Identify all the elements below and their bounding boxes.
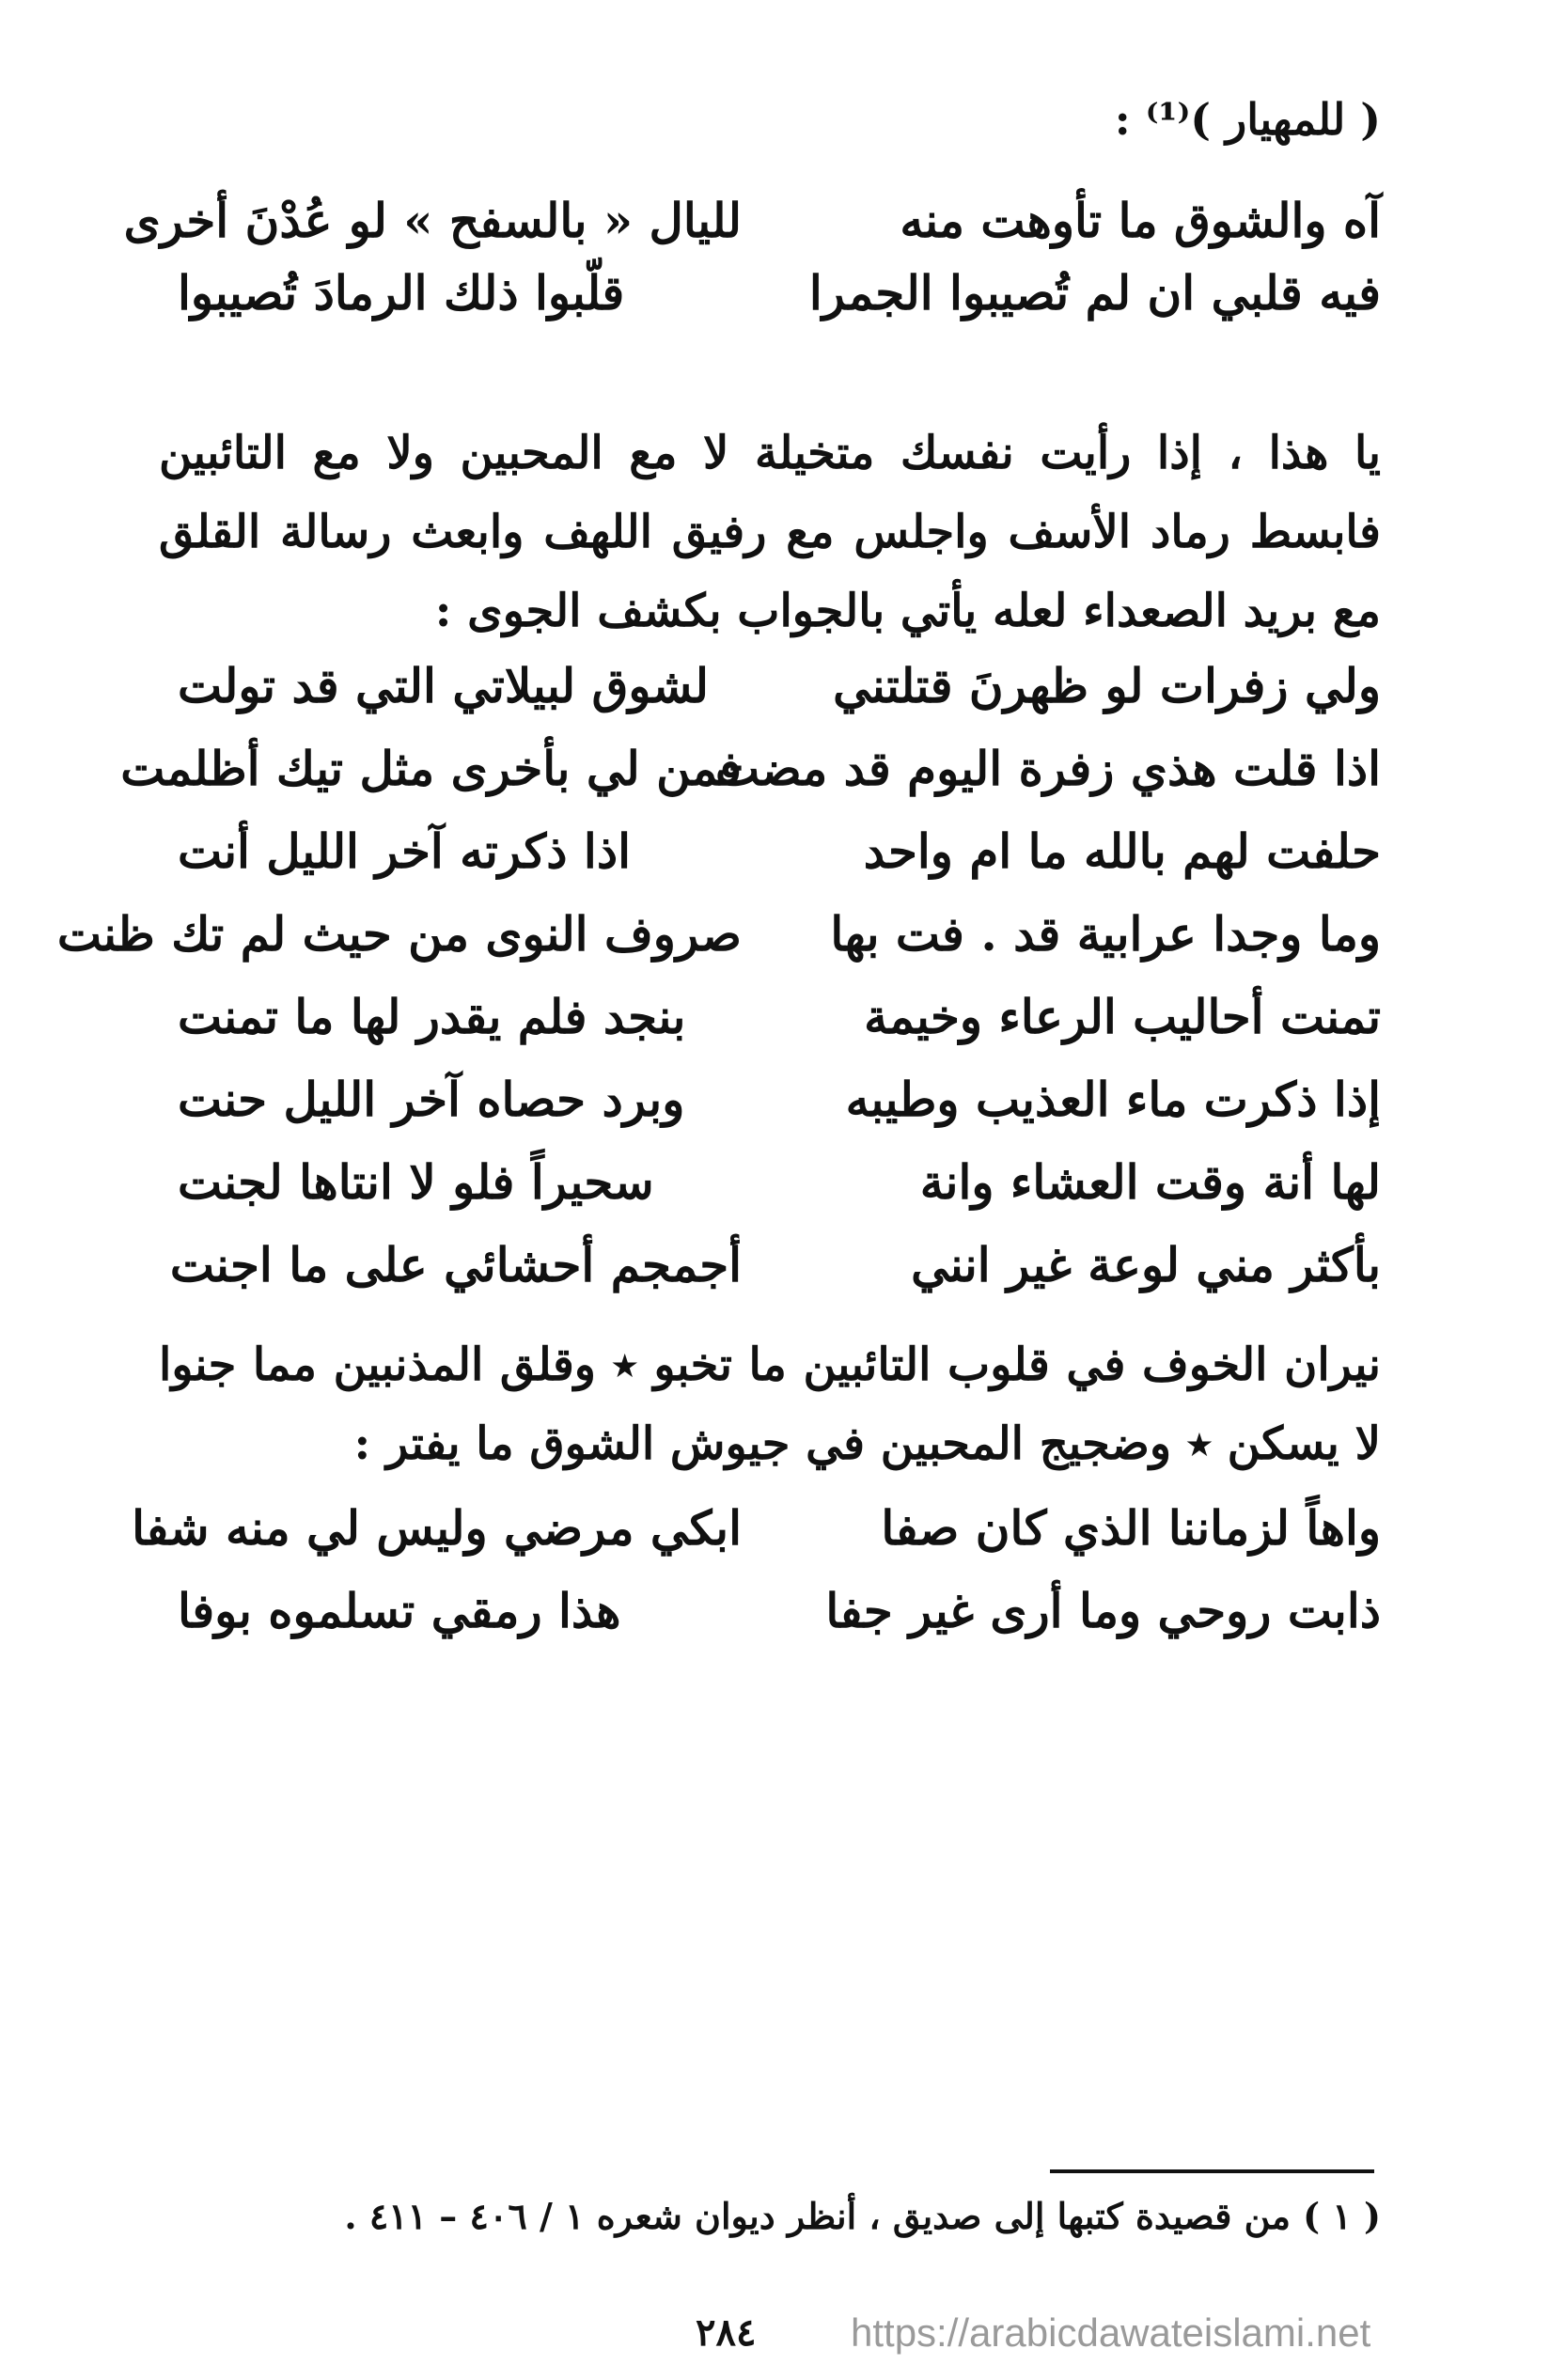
hemistich-first: وما وجدا عرابية قد . فت بها [830, 906, 1381, 962]
verse-line [169, 1237, 1381, 1307]
hemistich-first: لها أنة وقت العشاء وانة [919, 1154, 1381, 1210]
hemistich-second: سحيراً فلو لا انتاها لجنت [178, 1154, 654, 1210]
verse-line [56, 906, 1381, 976]
verse-line [178, 1154, 1381, 1224]
hemistich-second: هذا رمقي تسلموه بوفا [178, 1583, 621, 1638]
hemistich-first: واهاً لزماننا الذي كان صفا [881, 1500, 1381, 1556]
hemistich-second: لشوق لبيلاتي التي قد تولت [178, 658, 710, 713]
poem-heading: ( للمهيار )⁽¹⁾ : [1114, 94, 1381, 145]
hemistich-first: بأكثر مني لوعة غير انني [911, 1237, 1381, 1292]
hemistich-second: اذا ذكرته آخر الليل أنت [178, 823, 631, 879]
verse-line [178, 823, 1381, 893]
hemistich-second: لليال « بالسفح » لو عُدْنَ أخرى [123, 193, 742, 248]
hemistich-second: أجمجم أحشائي على ما اجنت [169, 1237, 742, 1292]
watermark-url: https://arabicdawateislami.net [851, 2310, 1371, 2355]
verse-line [120, 741, 1381, 810]
page-number: ٢٨٤ [696, 2310, 757, 2355]
verse-line [178, 658, 1381, 728]
prose-text: نيران الخوف في قلوب التائبين ما تخبو ٭ وقلق المذنبين مما جنوا لا يسكن ٭ وضجيج المحبين في جيوش الشوق ما يفتر : [159, 1339, 1381, 1470]
verse-line [178, 1583, 1381, 1652]
verse-line [132, 1500, 1381, 1570]
footnote-separator [1050, 2169, 1374, 2173]
hemistich-first: حلفت لهم بالله ما ام واحد [863, 823, 1381, 879]
hemistich-second: ابكي مرضي وليس لي منه شفا [132, 1500, 742, 1556]
hemistich-first: اذا قلت هذي زفرة اليوم قد مضت [714, 741, 1381, 796]
verse-line [178, 989, 1381, 1058]
hemistich-second: قلّبوا ذلك الرمادَ تُصيبوا [178, 265, 625, 321]
hemistich-second: صروف النوى من حيث لم تك ظنت [56, 906, 742, 962]
prose-paragraph [159, 1325, 1381, 1483]
prose-text: يا هذا ، إذا رأيت نفسك متخيلة لا مع المحبين ولا مع التائبين فابسط رماد الأسف واجلس مع رفيق اللهف وابعث رسالة القلق مع بريد الصعداء لعله يأتي بالجواب بكشف الجوى : [159, 427, 1381, 637]
prose-paragraph [159, 414, 1381, 650]
hemistich-first: ولي زفرات لو ظهرنَ قتلتني [833, 658, 1381, 713]
hemistich-first: ذابت روحي وما أرى غير جفا [825, 1583, 1381, 1638]
hemistich-second: فمن لي بأخرى مثل تيك أظلمت [120, 741, 742, 796]
hemistich-second: وبرد حصاه آخر الليل حنت [178, 1072, 685, 1127]
hemistich-first: فيه قلبي ان لم تُصيبوا الجمرا [808, 265, 1381, 321]
footnote: ( ١ ) من قصيدة كتبها إلى صديق ، أنظر ديوان شعره ١ / ٤٠٦ – ٤١١ . [344, 2195, 1381, 2237]
verse-line [178, 265, 1381, 335]
hemistich-second: بنجد فلم يقدر لها ما تمنت [178, 989, 686, 1044]
hemistich-first: إذا ذكرت ماء العذيب وطيبه [845, 1072, 1381, 1127]
verse-line [123, 193, 1381, 262]
verse-line [178, 1072, 1381, 1141]
hemistich-first: تمنت أحاليب الرعاء وخيمة [864, 989, 1381, 1044]
hemistich-first: آه والشوق ما تأوهت منه [900, 193, 1381, 248]
